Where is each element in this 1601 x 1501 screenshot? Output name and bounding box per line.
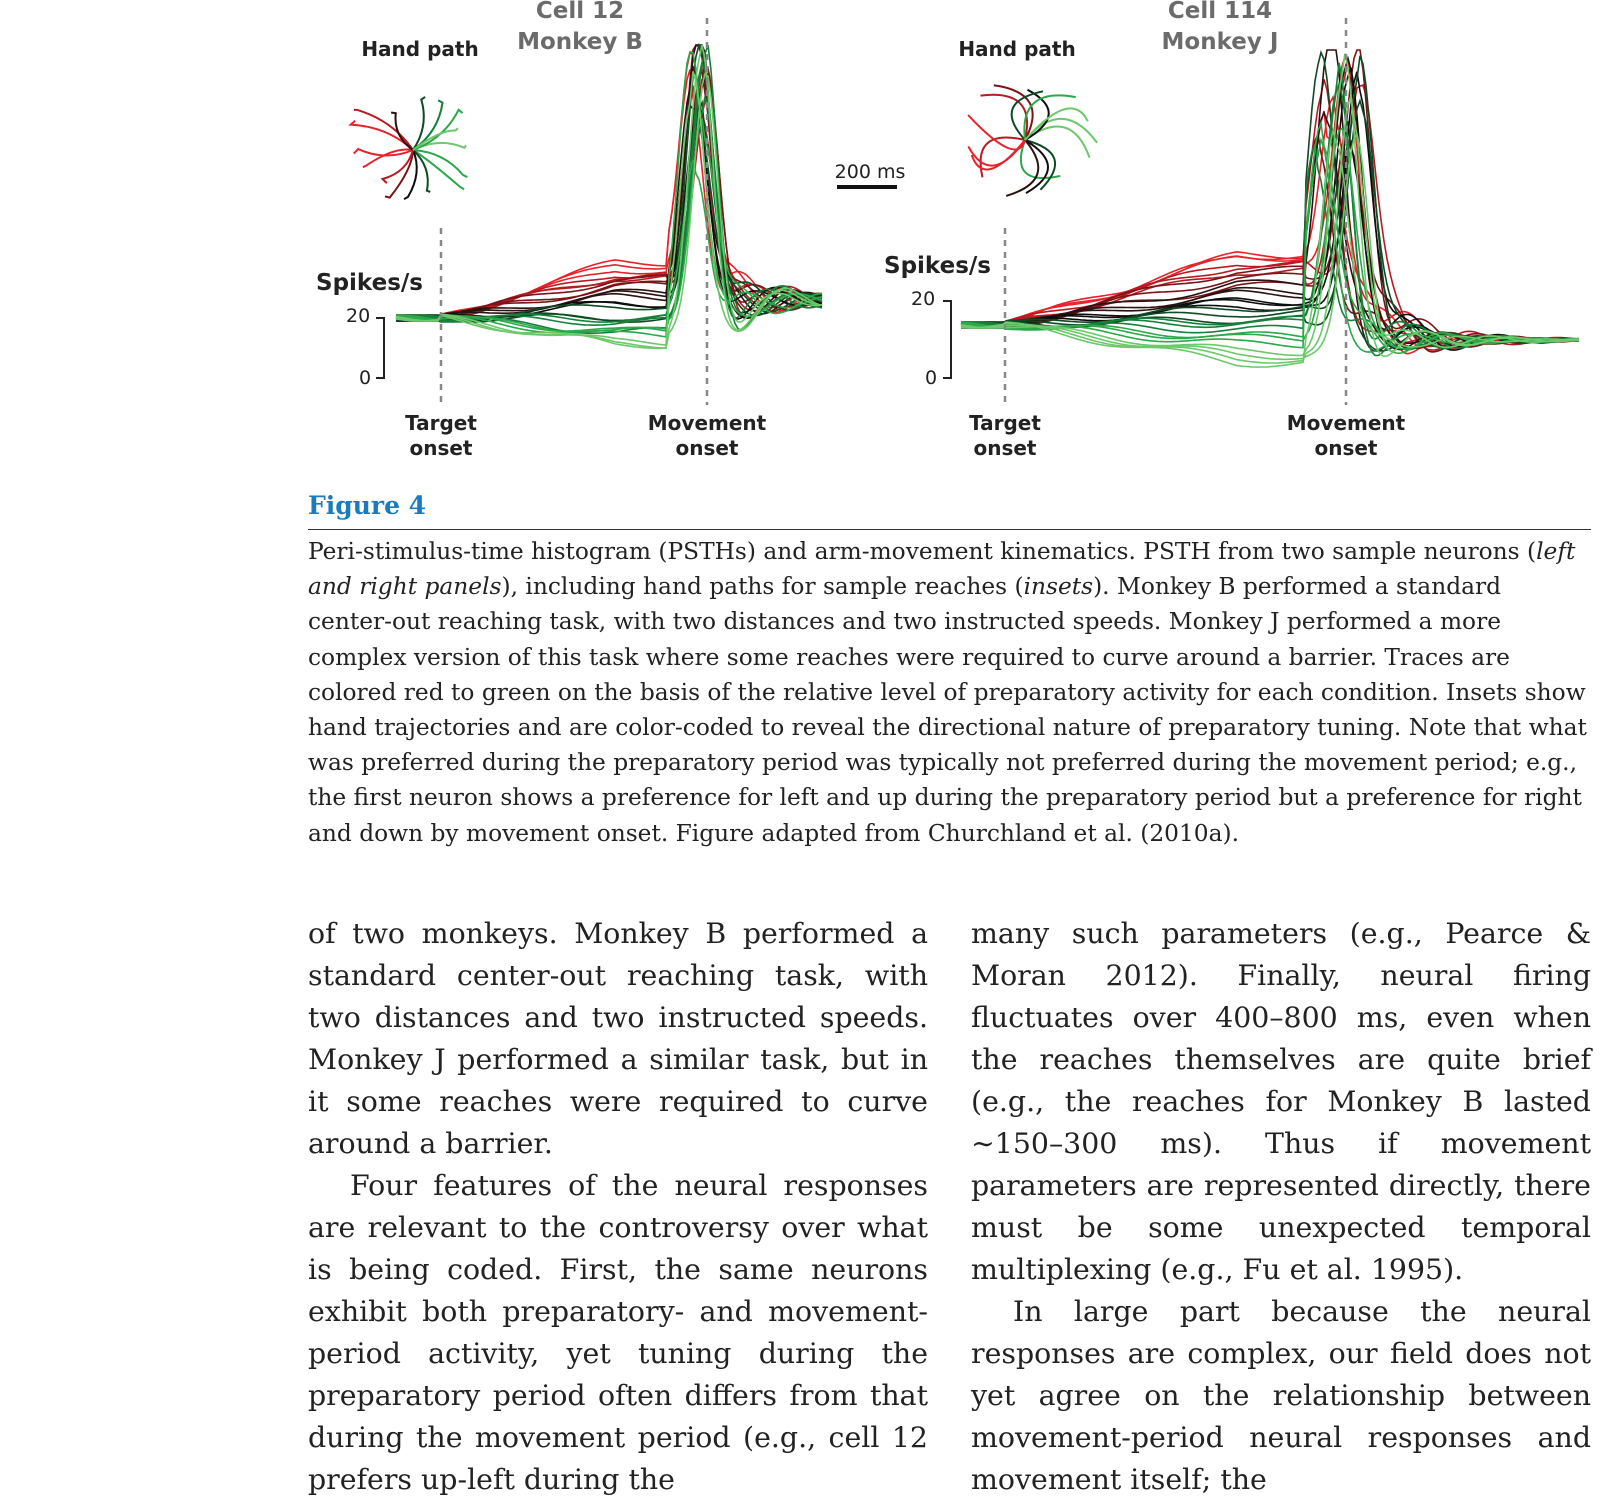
psth-trace [396, 45, 822, 322]
psth-trace [961, 84, 1579, 349]
left-cell-label: Cell 12 Monkey B [517, 0, 643, 55]
psth-trace [396, 45, 822, 321]
hand-path-trace [413, 150, 467, 177]
left-movement-onset-label: Movement onset [647, 411, 767, 460]
psth-trace [961, 130, 1579, 367]
hand-path-trace [385, 150, 413, 198]
right-hand-path-inset [968, 85, 1097, 196]
left-ytick-0: 0 [359, 367, 372, 389]
left-psth-traces [396, 45, 822, 348]
figure-title: Figure 4 [308, 491, 427, 520]
right-ytick-20: 20 [911, 288, 936, 310]
hand-path-trace [968, 115, 1025, 149]
left-ytick-20: 20 [346, 305, 371, 327]
body-left-column [308, 913, 928, 1501]
body-right-column [971, 913, 1591, 1501]
psth-trace [396, 77, 822, 321]
right-target-onset-label: Target onset [969, 411, 1041, 460]
left-target-onset-label: Target onset [405, 411, 477, 460]
psth-trace [396, 68, 822, 321]
left-hand-path-inset [351, 97, 468, 199]
hand-path-trace [351, 121, 413, 150]
psth-trace [396, 70, 822, 317]
body-paragraph: Four features of the neural responses are relevant to the controversy over what is being coded. First, the same neurons exhibit both preparatory- and movement-period activity, yet tuning during the preparatory period often differs from that during the movement period (e.g., cell 12 prefers up-left during the [308, 1169, 928, 1496]
psth-trace [961, 97, 1579, 347]
right-hand-path-label: Hand path [958, 37, 1076, 61]
figure-caption: Peri-stimulus-time histogram (PSTHs) and arm-movement kinematics. PSTH from two sample neurons (left and right panels), including hand paths for sample reaches (insets). Monkey B performed a standard center-out reaching task, with two distances and two instructed speeds. Monkey J performed a more complex version of this task where some reaches were required to curve around a barrier. Traces are colored red to green on the basis of the relative level of preparatory activity for each condition. Insets show hand trajectories and are color-coded to reveal the directional nature of preparatory tuning. Note that what was preferred during the preparatory period was typically not preferred during the movement period; e.g., the first neuron shows a preference for left and up during the preparatory period but a preference for right and down by movement onset. Figure adapted from Churchland et al. (2010a). [308, 538, 1587, 847]
caption-divider [308, 529, 1591, 530]
left-y-axis [376, 318, 384, 378]
hand-path-trace [1025, 119, 1097, 143]
body-paragraph: of two monkeys. Monkey B performed a standard center-out reaching task, with two distances and two instructed speeds. Monkey J performed a similar task, but in it some reaches were required to curve around a barrier. [308, 917, 928, 1160]
hand-path-trace [981, 137, 1025, 177]
right-y-label: Spikes/s [884, 253, 991, 279]
right-ytick-0: 0 [925, 367, 938, 389]
hand-path-trace [968, 140, 1025, 166]
body-paragraph: In large part because the neural responses are complex, our field does not yet agree on the relationship between movement-period neural responses and movement itself; the [971, 1295, 1591, 1496]
right-movement-onset-label: Movement onset [1286, 411, 1406, 460]
left-hand-path-label: Hand path [361, 37, 479, 61]
body-paragraph: many such parameters (e.g., Pearce & Moran 2012). Finally, neural firing fluctuates over 400–800 ms, even when the reaches themselves are quite brief (e.g., the reaches for Monkey B lasted ∼150–300 ms). Thus if movement parameters are represented directly, there must be some unexpected temporal multiplexing (e.g., Fu et al. 1995). [971, 917, 1591, 1286]
psth-trace [961, 59, 1579, 344]
right-cell-label: Cell 114 Monkey J [1161, 0, 1279, 55]
right-psth-traces [961, 50, 1579, 367]
psth-trace [961, 59, 1579, 344]
left-y-label: Spikes/s [316, 270, 423, 296]
figure-graphics [0, 0, 1601, 480]
right-y-axis [943, 301, 951, 378]
scale-bar-label: 200 ms [834, 161, 906, 183]
psth-trace [396, 45, 822, 321]
